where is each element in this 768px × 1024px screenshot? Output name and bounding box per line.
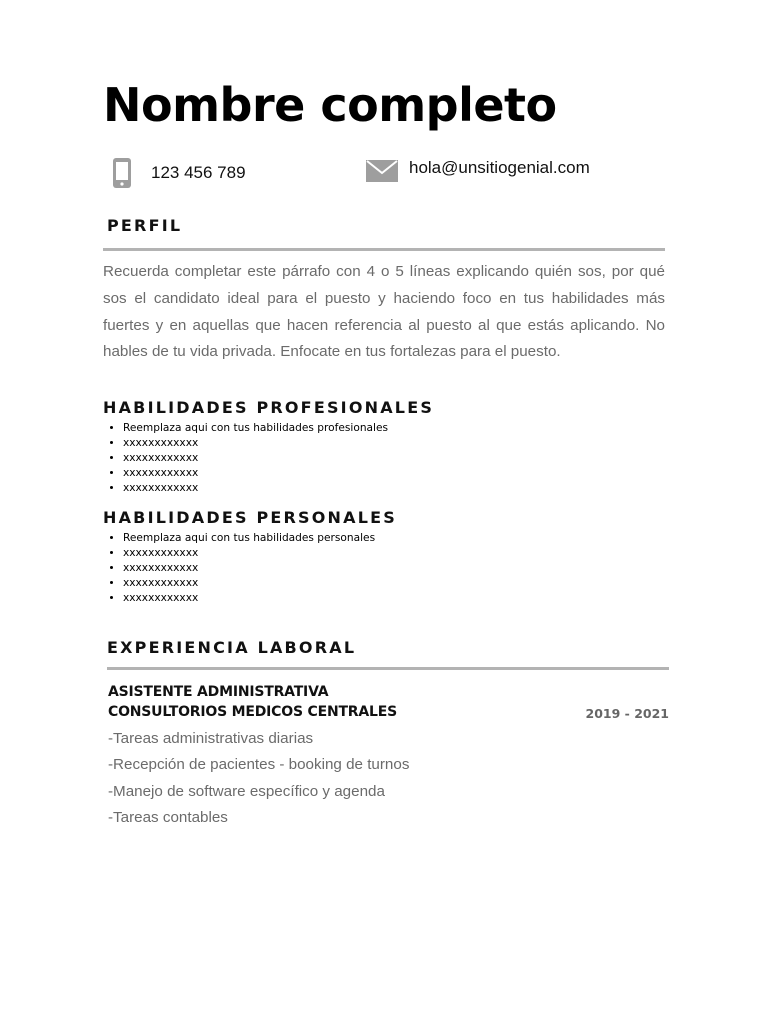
personal-skills-heading: HABILIDADES PERSONALES <box>103 508 397 527</box>
envelope-icon <box>366 160 398 182</box>
job-tasks <box>108 726 409 832</box>
list-item: • xxxxxxxxxxxx <box>123 576 375 591</box>
experience-heading: EXPERIENCIA LABORAL <box>107 638 357 657</box>
job-years: 2019 - 2021 <box>585 706 669 721</box>
list-item: • xxxxxxxxxxxx <box>123 591 375 606</box>
professional-skills-heading: HABILIDADES PROFESIONALES <box>103 398 435 417</box>
profile-divider <box>103 248 665 251</box>
task-item: -Tareas contables <box>108 809 228 827</box>
list-item: • xxxxxxxxxxxx <box>123 481 388 496</box>
list-item: • xxxxxxxxxxxx <box>123 561 375 576</box>
job-position: ASISTENTE ADMINISTRATIVA <box>108 684 329 700</box>
list-item: • Reemplaza aqui con tus habilidades profesionales <box>123 421 388 436</box>
profile-heading: PERFIL <box>107 216 183 235</box>
email-address[interactable]: hola@unsitiogenial.com <box>409 158 590 177</box>
task-item: -Manejo de software específico y agenda <box>108 782 385 800</box>
task-item: -Recepción de pacientes - booking de turnos <box>108 756 410 774</box>
task-item: -Tareas administrativas diarias <box>108 730 314 747</box>
list-item: • xxxxxxxxxxxx <box>123 466 388 481</box>
list-item: • xxxxxxxxxxxx <box>123 451 388 466</box>
phone-number: 123 456 789 <box>151 163 246 182</box>
list-item: • xxxxxxxxxxxx <box>123 436 388 451</box>
email-contact <box>366 154 590 188</box>
personal-skills-list <box>104 531 375 606</box>
experience-divider <box>107 667 669 670</box>
professional-skills-list <box>104 421 388 496</box>
job-company: CONSULTORIOS MEDICOS CENTRALES <box>108 704 397 720</box>
phone-contact <box>112 156 246 190</box>
phone-icon <box>112 157 132 189</box>
profile-text: Recuerda completar este párrafo con 4 o 5 líneas explicando quién sos, por qué sos el candidato ideal para el puesto y haciendo foco en tus habilidades más fuertes y en aquellas que hacen referencia al puesto al que estás aplicando. No hables de tu vida privada. Enfocate en tus fortalezas para el puesto. <box>103 263 665 361</box>
full-name: Nombre completo <box>103 78 557 132</box>
list-item: • xxxxxxxxxxxx <box>123 546 375 561</box>
list-item: • Reemplaza aqui con tus habilidades personales <box>123 531 375 546</box>
